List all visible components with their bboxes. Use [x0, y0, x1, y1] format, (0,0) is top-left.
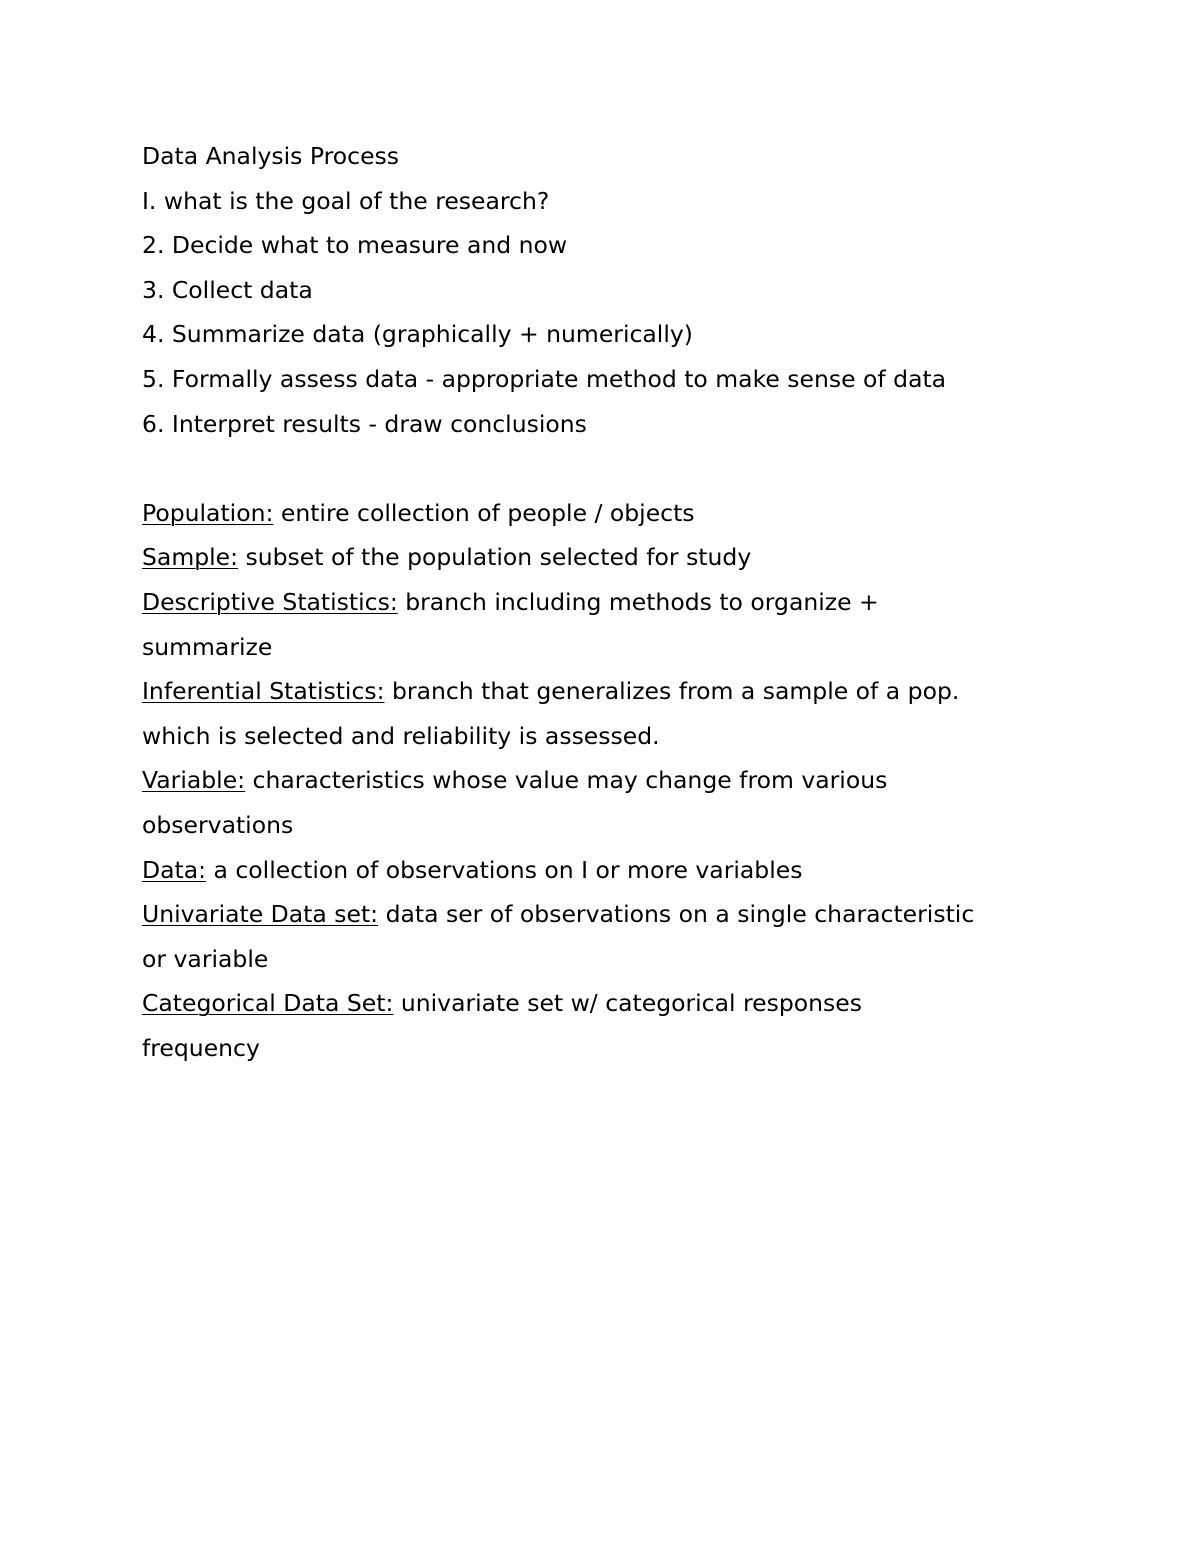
definition-continuation: observations: [142, 810, 294, 839]
definition-text: characteristics whose value may change from various: [245, 766, 888, 795]
section-gap: [142, 446, 1062, 491]
definition-continuation: or variable: [142, 944, 269, 973]
step-item: 5. Formally assess data - appropriate method to make sense of data: [142, 364, 947, 393]
step-item: 3. Collect data: [142, 275, 313, 304]
definition-term: Descriptive Statistics:: [142, 587, 398, 616]
definition-continuation: frequency: [142, 1033, 260, 1062]
definition-descriptive-statistics: [142, 580, 1062, 625]
definition-text: entire collection of people / objects: [273, 498, 695, 527]
definition-term: Variable:: [142, 766, 246, 795]
definition-sample: [142, 535, 1062, 580]
definition-term: Sample:: [142, 543, 239, 572]
definition-text: branch that generalizes from a sample of a pop.: [384, 677, 960, 706]
definition-term: Inferential Statistics:: [142, 677, 385, 706]
definition-text: subset of the population selected for study: [238, 543, 752, 572]
definition-text: branch including methods to organize +: [397, 587, 879, 616]
definition-inferential-statistics: [142, 669, 1062, 714]
definition-continuation: which is selected and reliability is assessed.: [142, 721, 660, 750]
definition-text: univariate set w/ categorical responses: [393, 989, 862, 1018]
definition-text: a collection of observations on I or more variables: [206, 855, 803, 884]
definition-term: Categorical Data Set:: [142, 989, 394, 1018]
step-item: I. what is the goal of the research?: [142, 186, 550, 215]
definition-term: Population:: [142, 498, 274, 527]
definition-categorical-data-set: [142, 981, 1062, 1026]
definition-term: Univariate Data set:: [142, 900, 379, 929]
step-item: 6. Interpret results - draw conclusions: [142, 409, 587, 438]
definition-term: Data:: [142, 855, 207, 884]
definition-data: [142, 848, 1062, 893]
document-title: Data Analysis Process: [142, 142, 400, 170]
document-content: [142, 134, 1062, 1070]
definition-univariate-data-set: [142, 892, 1062, 937]
definition-population: [142, 491, 1062, 536]
step-item: 4. Summarize data (graphically + numerically): [142, 320, 693, 349]
definition-variable: [142, 758, 1062, 803]
definition-continuation: summarize: [142, 632, 273, 661]
step-item: 2. Decide what to measure and now: [142, 231, 568, 260]
definition-text: data ser of observations on a single characteristic: [378, 900, 975, 929]
